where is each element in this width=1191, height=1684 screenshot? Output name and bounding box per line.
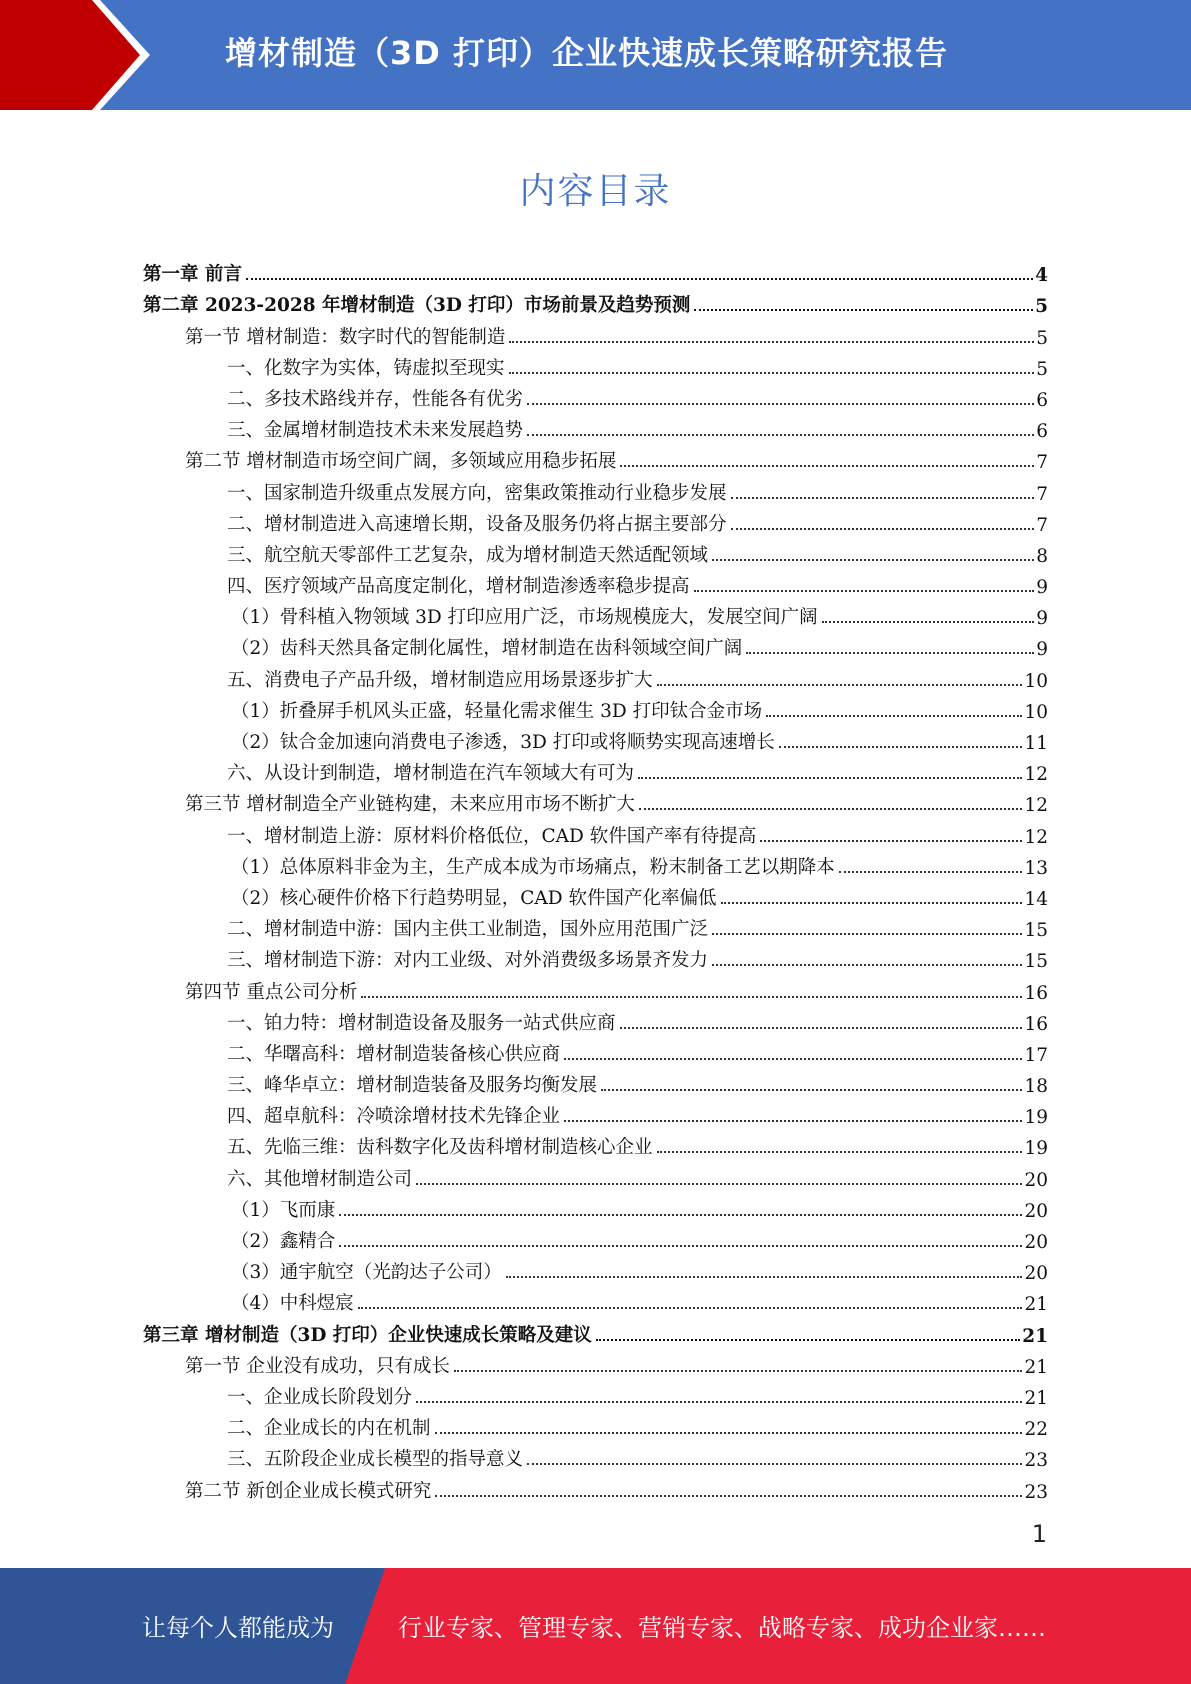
toc-leader-dots [639,808,1023,810]
toc-leader-dots [454,1370,1023,1372]
toc-leader-dots [712,964,1022,966]
toc-entry-label: 五、先临三维：齿科数字化及齿科增材制造核心企业 [227,1137,653,1159]
toc-entry-page: 8 [1036,545,1048,567]
toc-entry-page: 21 [1024,1294,1048,1316]
toc-leader-dots [246,278,1033,280]
toc-leader-dots [527,434,1034,436]
toc-entry-page: 7 [1036,514,1048,536]
toc-leader-dots [435,1432,1023,1434]
toc-entry-page: 7 [1036,452,1048,474]
toc-entry[interactable] [143,629,1048,660]
toc-entry-page: 16 [1024,1013,1048,1035]
toc-leader-dots [361,996,1022,998]
toc-entry-page: 21 [1024,1356,1048,1378]
toc-entry[interactable] [143,941,1048,972]
toc-entry[interactable] [143,972,1048,1003]
toc-entry-page: 19 [1024,1107,1048,1129]
toc-entry-label: 第二节 新创企业成长模式研究 [185,1480,432,1502]
toc-entry-page: 12 [1024,764,1048,786]
toc-entry-label: 三、增材制造下游：对内工业级、对外消费级多场景齐发力 [227,950,709,972]
toc-entry-label: 二、多技术路线并存，性能各有优劣 [227,388,524,410]
toc-leader-dots [657,1151,1023,1153]
toc-entry-label: 三、峰华卓立：增材制造装备及服务均衡发展 [227,1075,598,1097]
toc-leader-dots [596,1339,1020,1341]
table-of-contents [143,255,1048,1503]
toc-entry-page: 15 [1024,951,1048,973]
toc-entry[interactable] [143,1222,1048,1253]
toc-entry-label: 三、金属增材制造技术未来发展趋势 [227,420,524,442]
toc-entry-label: （2）齿科天然具备定制化属性，增材制造在齿科领域空间广阔 [231,638,743,660]
toc-leader-dots [358,1307,1023,1309]
toc-leader-dots [822,621,1035,623]
toc-entry-label: （2）钛合金加速向消费电子渗透，3D 打印或将顺势实现高速增长 [231,732,775,753]
toc-entry-label: （1）飞而康 [231,1199,336,1221]
toc-entry-label: 三、五阶段企业成长模型的指导意义 [227,1449,524,1471]
toc-entry[interactable] [143,660,1048,691]
toc-entry[interactable] [143,286,1048,317]
toc-entry[interactable] [143,910,1048,941]
toc-entry-label: 第四节 重点公司分析 [185,981,358,1003]
toc-entry[interactable] [143,879,1048,910]
toc-entry-label: 一、企业成长阶段划分 [227,1386,413,1408]
toc-entry-page: 7 [1036,483,1048,505]
toc-entry-label: 第一章 前言 [143,264,242,286]
footer-slogan-left: 让每个人都能成为 [142,1614,334,1642]
toc-entry[interactable] [143,1409,1048,1440]
toc-entry-page: 9 [1036,608,1048,630]
toc-entry[interactable] [143,442,1048,473]
toc-entry-page: 5 [1035,296,1048,318]
toc-entry[interactable] [143,848,1048,879]
toc-entry[interactable] [143,1284,1048,1315]
toc-leader-dots [416,1401,1022,1403]
toc-entry[interactable] [143,1440,1048,1471]
report-title: 增材制造（3D 打印）企业快速成长策略研究报告 [225,34,948,72]
toc-entry-page: 20 [1024,1263,1048,1285]
toc-entry-page: 5 [1036,358,1048,380]
toc-leader-dots [731,528,1035,530]
toc-entry-page: 12 [1024,826,1048,848]
toc-leader-dots [712,559,1034,561]
toc-entry[interactable] [143,1159,1048,1190]
toc-entry-label: 四、医疗领域产品高度定制化，增材制造渗透率稳步提高 [227,576,690,598]
toc-leader-dots [760,840,1022,842]
toc-leader-dots [779,746,1023,748]
toc-leader-dots [564,1120,1022,1122]
toc-entry[interactable] [143,1347,1048,1378]
toc-entry-page: 22 [1024,1419,1048,1441]
toc-entry-label: 第二章 2023-2028 年增材制造（3D 打印）市场前景及趋势预测 [143,295,691,317]
toc-entry[interactable] [143,754,1048,785]
toc-entry-label: 二、企业成长的内在机制 [227,1418,431,1440]
toc-entry-page: 9 [1036,577,1048,599]
toc-entry-label: 二、增材制造进入高速增长期，设备及服务仍将占据主要部分 [227,513,727,535]
toc-entry-page: 19 [1024,1138,1048,1160]
toc-entry-page: 13 [1024,857,1048,879]
toc-entry-label: （1）折叠屏手机风头正盛，轻量化需求催生 3D 打印钛合金市场 [231,700,763,722]
toc-entry-label: （1）骨科植入物领域 3D 打印应用广泛，市场规模庞大，发展空间广阔 [231,607,818,629]
toc-entry[interactable] [143,1378,1048,1409]
toc-entry-page: 20 [1024,1232,1048,1253]
toc-entry-label: 第三章 增材制造（3D 打印）企业快速成长策略及建议 [143,1324,592,1346]
toc-entry-page: 18 [1024,1076,1048,1098]
toc-entry-label: （2）核心硬件价格下行趋势明显，CAD 软件国产化率偏低 [231,887,717,909]
toc-entry-page: 20 [1024,1169,1048,1191]
toc-entry-label: 二、增材制造中游：国内主供工业制造，国外应用范围广泛 [227,919,709,941]
toc-entry-label: 五、消费电子产品升级，增材制造应用场景逐步扩大 [227,669,653,691]
toc-entry-label: 六、其他增材制造公司 [227,1168,413,1190]
toc-entry-page: 21 [1022,1325,1048,1347]
header-banner [0,0,1191,110]
toc-entry-label: 第一节 企业没有成功，只有成长 [185,1355,450,1377]
toc-entry-page: 11 [1024,733,1048,754]
toc-leader-dots [839,871,1023,873]
toc-entry[interactable] [143,598,1048,629]
toc-entry-label: （2）鑫精合 [231,1231,336,1252]
toc-leader-dots [712,933,1022,935]
toc-entry-page: 6 [1036,389,1048,411]
toc-entry-label: 一、化数字为实体，铸虚拟至现实 [227,357,505,379]
toc-leader-dots [620,1027,1023,1029]
toc-entry-label: 一、国家制造升级重点发展方向，密集政策推动行业稳步发展 [227,482,727,504]
toc-entry-label: （4）中科煜宸 [231,1293,354,1315]
toc-leader-dots [527,1463,1022,1465]
toc-entry-label: 二、华曙高科：增材制造装备核心供应商 [227,1043,561,1065]
toc-leader-dots [527,403,1034,405]
toc-entry-page: 17 [1024,1044,1048,1066]
toc-entry[interactable] [143,349,1048,380]
toc-leader-dots [601,1089,1022,1091]
toc-entry-label: 三、航空航天零部件工艺复杂，成为增材制造天然适配领域 [227,544,709,566]
toc-entry[interactable] [143,411,1048,442]
toc-entry-label: 第一节 增材制造：数字时代的智能制造 [185,326,506,348]
toc-entry[interactable] [143,255,1048,286]
toc-leader-dots [506,1276,1023,1278]
toc-entry-page: 14 [1024,888,1048,910]
toc-entry-label: 六、从设计到制造，增材制造在汽车领域大有可为 [227,763,635,785]
toc-leader-dots [766,715,1022,717]
toc-entry[interactable] [143,1315,1048,1346]
toc-leader-dots [435,1495,1022,1497]
toc-entry-page: 12 [1024,795,1048,817]
toc-entry-page: 16 [1024,982,1048,1004]
toc-entry-label: 第二节 增材制造市场空间广阔，多领域应用稳步拓展 [185,451,617,473]
toc-entry-page: 20 [1024,1200,1048,1222]
toc-entry-page: 4 [1035,265,1048,287]
toc-entry[interactable] [143,1035,1048,1066]
toc-entry-page: 10 [1024,701,1048,723]
toc-entry-label: （3）通宇航空（光韵达子公司） [231,1262,502,1284]
toc-leader-dots [694,309,1033,311]
toc-leader-dots [694,590,1035,592]
page-number: 1 [1031,1520,1047,1548]
toc-leader-dots [416,1183,1022,1185]
toc-entry[interactable] [143,692,1048,723]
toc-leader-dots [721,902,1023,904]
toc-entry[interactable] [143,380,1048,411]
toc-entry-page: 15 [1024,920,1048,942]
toc-entry-page: 6 [1036,421,1048,443]
toc-leader-dots [339,1214,1022,1216]
toc-entry[interactable] [143,1191,1048,1222]
toc-leader-dots [657,684,1023,686]
toc-entry[interactable] [143,567,1048,598]
toc-leader-dots [746,652,1034,654]
toc-entry[interactable] [143,505,1048,536]
toc-entry[interactable] [143,317,1048,348]
toc-leader-dots [620,465,1034,467]
toc-entry[interactable] [143,473,1048,504]
toc-entry-page: 23 [1024,1450,1048,1472]
toc-entry-label: 四、超卓航科：冷喷涂增材技术先锋企业 [227,1106,561,1128]
toc-entry[interactable] [143,1471,1048,1502]
toc-leader-dots [731,497,1035,499]
toc-leader-dots [638,777,1022,779]
toc-entry-label: （1）总体原料非金为主，生产成本成为市场痛点，粉末制备工艺以期降本 [231,856,835,878]
toc-entry[interactable] [143,816,1048,847]
toc-heading: 内容目录 [519,171,672,212]
toc-entry[interactable] [143,536,1048,567]
toc-leader-dots [339,1245,1022,1247]
toc-entry[interactable] [143,1004,1048,1035]
footer-slogan-right: 行业专家、管理专家、营销专家、战略专家、成功企业家…… [398,1614,1046,1642]
toc-leader-dots [509,341,1034,343]
toc-entry[interactable] [143,1128,1048,1159]
toc-entry-page: 5 [1036,327,1048,349]
toc-entry[interactable] [143,785,1048,816]
toc-entry-label: 第三节 增材制造全产业链构建，未来应用市场不断扩大 [185,794,635,816]
footer-banner [0,1568,1191,1684]
toc-entry[interactable] [143,1253,1048,1284]
toc-entry-page: 10 [1024,670,1048,692]
toc-entry[interactable] [143,1097,1048,1128]
toc-entry-page: 21 [1024,1387,1048,1409]
toc-leader-dots [509,372,1035,374]
toc-entry-page: 23 [1024,1481,1048,1503]
toc-entry[interactable] [143,723,1048,754]
toc-entry-label: 一、铂力特：增材制造设备及服务一站式供应商 [227,1012,616,1034]
toc-leader-dots [564,1058,1022,1060]
toc-entry-page: 9 [1036,639,1048,661]
toc-entry[interactable] [143,1066,1048,1097]
toc-entry-label: 一、增材制造上游：原材料价格低位，CAD 软件国产率有待提高 [227,825,757,847]
